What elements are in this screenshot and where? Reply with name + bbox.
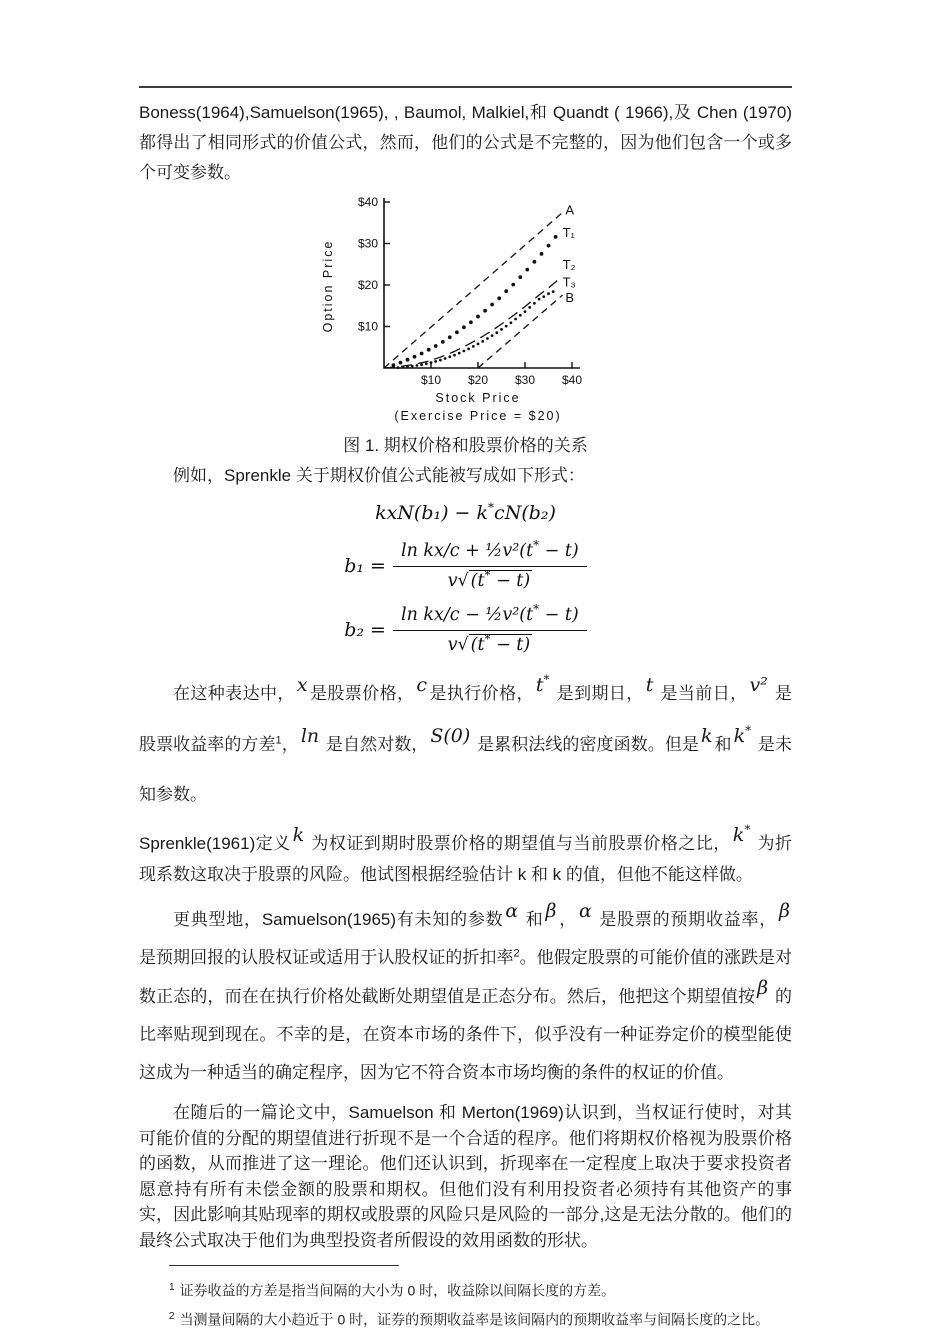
series-B-label: B <box>564 290 574 305</box>
text-run: 是股票收益率的方差 <box>139 684 792 754</box>
inline-math-symbol: α <box>505 900 519 923</box>
series-T1-dot <box>511 283 515 287</box>
y-axis-title: Option Price <box>320 239 335 333</box>
sqrt-sign: √ <box>457 635 469 655</box>
paragraph-intro <box>139 98 792 188</box>
inline-math-symbol: β <box>779 900 790 923</box>
series-T3-label: T₃ <box>562 274 576 290</box>
text-run: 是股票价格， <box>309 684 415 703</box>
formula-fraction <box>393 604 587 656</box>
series-T2-label: T₂ <box>562 257 576 273</box>
y-tick-label: $30 <box>357 236 378 251</box>
series-T1-dot <box>433 344 437 348</box>
paragraph-notation <box>139 668 792 820</box>
text-run: 更典型地，Samuelson(1965)有未知的参数 <box>173 910 504 929</box>
text-run: 在这种表达中， <box>173 684 295 703</box>
series-T3-dot <box>429 361 432 364</box>
series-B-line <box>478 295 563 368</box>
series-T3-dot <box>420 363 423 366</box>
text-run: Boness(1964),Samuelson(1965), , Baumol, Malkiel,和 Quandt ( 1966),及 Chen (1970)都得出了相同形式的价值公式，然而，他们的公式是不完整的，因为他们包含一个或多个可变参数。 <box>139 103 792 182</box>
series-T3-dot <box>467 348 470 351</box>
inline-math-symbol: x <box>296 674 308 697</box>
series-T3-dot <box>551 290 554 293</box>
series-A-label: A <box>564 202 574 218</box>
formula-block <box>139 502 792 656</box>
footnote-1-number: 1 <box>169 1282 175 1293</box>
series-A-line <box>384 212 563 368</box>
series-T3-dot <box>453 354 456 357</box>
series-T3-dot <box>406 365 409 368</box>
series-T3-dot <box>476 343 479 346</box>
series-T1-dot <box>546 244 550 248</box>
series-T1-dot <box>497 296 501 300</box>
series-T3-dot <box>518 314 521 317</box>
inline-math-symbol: β <box>757 977 769 1000</box>
header-rule <box>139 86 792 88</box>
x-tick-label: $40 <box>561 373 582 387</box>
footnote-1 <box>139 1275 792 1304</box>
series-T3-dot <box>401 366 404 369</box>
footnote-rule <box>169 1265 399 1266</box>
text-run: ， <box>281 735 299 754</box>
fraction-denominator: v√ (t* − t) <box>447 632 531 655</box>
series-T3-dot <box>547 292 550 295</box>
x-tick-label: $30 <box>514 373 535 387</box>
series-T1-dot <box>525 268 529 272</box>
inline-math-symbol: α <box>579 900 592 923</box>
figure-1-chart <box>139 194 792 431</box>
series-T1-dot <box>490 303 494 307</box>
formula-b2 <box>139 604 792 656</box>
text-run: 在随后的一篇论文中，Samuelson 和 Merton(1969)认识到，当权证行使时，对其可能价值的分配的期望值进行折现不是一个合适的程序。他们将期权价格视为股票价格的函数，从而推进了这一理论。他们还认识到，折现率在一定程度上取决于要求投资者愿意持有所有未偿金额的股票和期权。但他们没有利用投资者必须持有其他资产的事实，因此影响其贴现率的期权或股票的风险只是风险的一部分,这是无法分散的。他们的最终公式取决于他们为典型投资者所假设的效用函数的形状。 <box>139 1103 792 1250</box>
formula-lhs: b₁ = <box>344 555 386 577</box>
x-axis-title: Stock Price <box>434 391 521 405</box>
text-run: 是未知参数。 <box>139 735 792 804</box>
series-T3-dot <box>448 355 451 358</box>
formula-b1 <box>139 540 792 592</box>
text-run: 为折现系数这取决于股票的风险。他试图根据经验估计 k 和 k 的值，但他不能这样做。 <box>139 834 792 884</box>
series-T3-dot <box>495 331 498 334</box>
y-tick-label: $40 <box>357 195 378 209</box>
series-T1-dot <box>539 252 543 256</box>
text-run: 。他假定股票的可能价值的涨跌是对数正态的，而在在执行价格处截断处期望值是正态分布。然后，他把这个期望值按 <box>139 948 793 1006</box>
footnote-reference: 2 <box>513 947 520 960</box>
series-T1-dot <box>405 358 409 362</box>
paragraph-formula-lead <box>139 462 792 490</box>
inline-math-symbol: k* <box>732 822 751 847</box>
inline-math-symbol: v² <box>749 674 768 697</box>
paragraph-samuelson <box>139 900 792 1092</box>
series-T1-dot <box>398 361 402 365</box>
series-T3-dot <box>514 318 517 321</box>
y-tick-label: $10 <box>357 319 378 334</box>
inline-math-symbol: k <box>700 725 713 748</box>
inline-math-symbol: β <box>545 900 557 923</box>
series-T1-dot <box>518 275 522 279</box>
text-run: ， <box>558 910 578 929</box>
footnote-2-number: 2 <box>169 1310 175 1322</box>
fraction-denominator: v√ (t* − t) <box>447 568 531 591</box>
series-T3-dot <box>471 345 474 348</box>
series-T3-dot <box>424 362 427 365</box>
text-run: 和 <box>714 735 732 754</box>
series-T1-dot <box>419 352 423 356</box>
y-tick-label: $20 <box>357 278 378 292</box>
series-T3-dot <box>486 337 489 340</box>
formula-lhs: b₂ = <box>344 619 386 641</box>
series-T3-dot <box>462 350 465 353</box>
x-tick-label: $20 <box>467 373 488 387</box>
figure-1 <box>139 194 792 459</box>
text-run: 和 <box>520 910 544 929</box>
series-T3-dot <box>542 295 545 298</box>
text-run: 是执行价格， <box>429 684 534 703</box>
x-tick-label: $10 <box>420 373 441 387</box>
series-T3-dot <box>523 310 526 313</box>
series-T3-dot <box>490 334 493 337</box>
sqrt-sign: √ <box>457 571 469 591</box>
series-T1-dot <box>476 315 480 319</box>
paragraph-samuelson-merton <box>139 1100 792 1253</box>
inline-math-symbol: k <box>292 824 305 847</box>
text-run: Sprenkle(1961)定义 <box>139 834 291 853</box>
figure-1-plot <box>316 194 616 426</box>
series-T1-dot <box>391 363 395 367</box>
text-run: 是自然对数， <box>321 735 429 754</box>
series-T3-dot <box>504 325 507 328</box>
series-T1-dot <box>469 320 473 324</box>
formula-option-value: kxN(b₁) − k*cN(b₂) <box>375 500 556 524</box>
series-T1-dot <box>440 340 444 344</box>
text-run: 为权证到期时股票价格的期望值与当前股票价格之比， <box>306 834 731 853</box>
footnote-2 <box>139 1304 792 1332</box>
inline-math-symbol: t <box>645 674 654 697</box>
x-axis-note: (Exercise Price = $20) <box>393 409 562 423</box>
series-T1-dot <box>532 260 536 264</box>
series-T3-dot <box>500 328 503 331</box>
footnote-2-text: 当测量间隔的大小趋近于 0 时，证券的预期收益率是该间隔内的预期收益率与间隔长度的之比。 <box>179 1311 770 1328</box>
fraction-numerator: ln kx/c − ½v²(t* − t) <box>393 604 587 631</box>
inline-math-symbol: c <box>416 674 428 697</box>
series-T1-dot <box>483 309 487 313</box>
series-T3-dot <box>434 360 437 363</box>
series-T3-dot <box>396 366 399 369</box>
text-run: 是预期回报的认股权证或适用于认股权证的折扣率 <box>139 948 514 967</box>
series-T3-dot <box>481 340 484 343</box>
series-T3-dot <box>415 364 418 367</box>
series-T3-dot <box>457 352 460 355</box>
series-T1-dot <box>504 289 508 293</box>
text-run: 例如，Sprenkle 关于期权价值公式能被写成如下形式： <box>173 466 585 485</box>
paragraph-sprenkle <box>139 822 792 890</box>
series-T3-dot <box>439 359 442 362</box>
text-run: 是股票的预期收益率， <box>593 910 778 929</box>
series-T1-dot <box>553 235 557 239</box>
text-run: 是累积法线的密度函数。但是 <box>472 735 699 754</box>
figure-1-caption: 图 1. 期权价格和股票价格的关系 <box>343 436 588 455</box>
inline-math-symbol: t* <box>535 672 550 697</box>
series-T1-dot <box>447 335 451 339</box>
inline-math-symbol: ln <box>300 725 320 748</box>
series-T3-dot <box>528 306 531 309</box>
series-T1-dot <box>462 325 466 329</box>
footnote-reference: 1 <box>275 734 282 747</box>
text-run: 是当前日， <box>655 684 748 703</box>
sqrt-radicand: (t* − t) <box>470 568 531 591</box>
series-T3-dot <box>533 302 536 305</box>
series-T1-label: T₁ <box>562 224 575 240</box>
inline-math-symbol: k* <box>733 723 752 748</box>
footnotes <box>139 1265 792 1332</box>
series-T3-dot <box>509 321 512 324</box>
series-T1-dot <box>455 330 459 334</box>
footnote-1-text: 证券收益的方差是指当间隔的大小为 0 时，收益除以间隔长度的方差。 <box>179 1282 616 1299</box>
sqrt-radicand: (t* − t) <box>470 632 531 655</box>
series-T1-dot <box>412 355 416 359</box>
text-run: 的比率贴现到现在。不幸的是，在资本市场的条件下，似乎没有一种证券定价的模型能使这成为一种适当的确定程序，因为它不符合资本市场均衡的条件的权证的价值。 <box>139 987 792 1082</box>
series-T3-dot <box>443 357 446 360</box>
series-T3-dot <box>537 298 540 301</box>
formula-fraction <box>393 540 587 592</box>
fraction-numerator: ln kx/c + ½v²(t* − t) <box>393 540 587 567</box>
inline-math-symbol: S(0) <box>430 725 471 748</box>
series-T3-dot <box>410 365 413 368</box>
series-T1-dot <box>426 348 430 352</box>
text-run: 是到期日， <box>551 684 644 703</box>
